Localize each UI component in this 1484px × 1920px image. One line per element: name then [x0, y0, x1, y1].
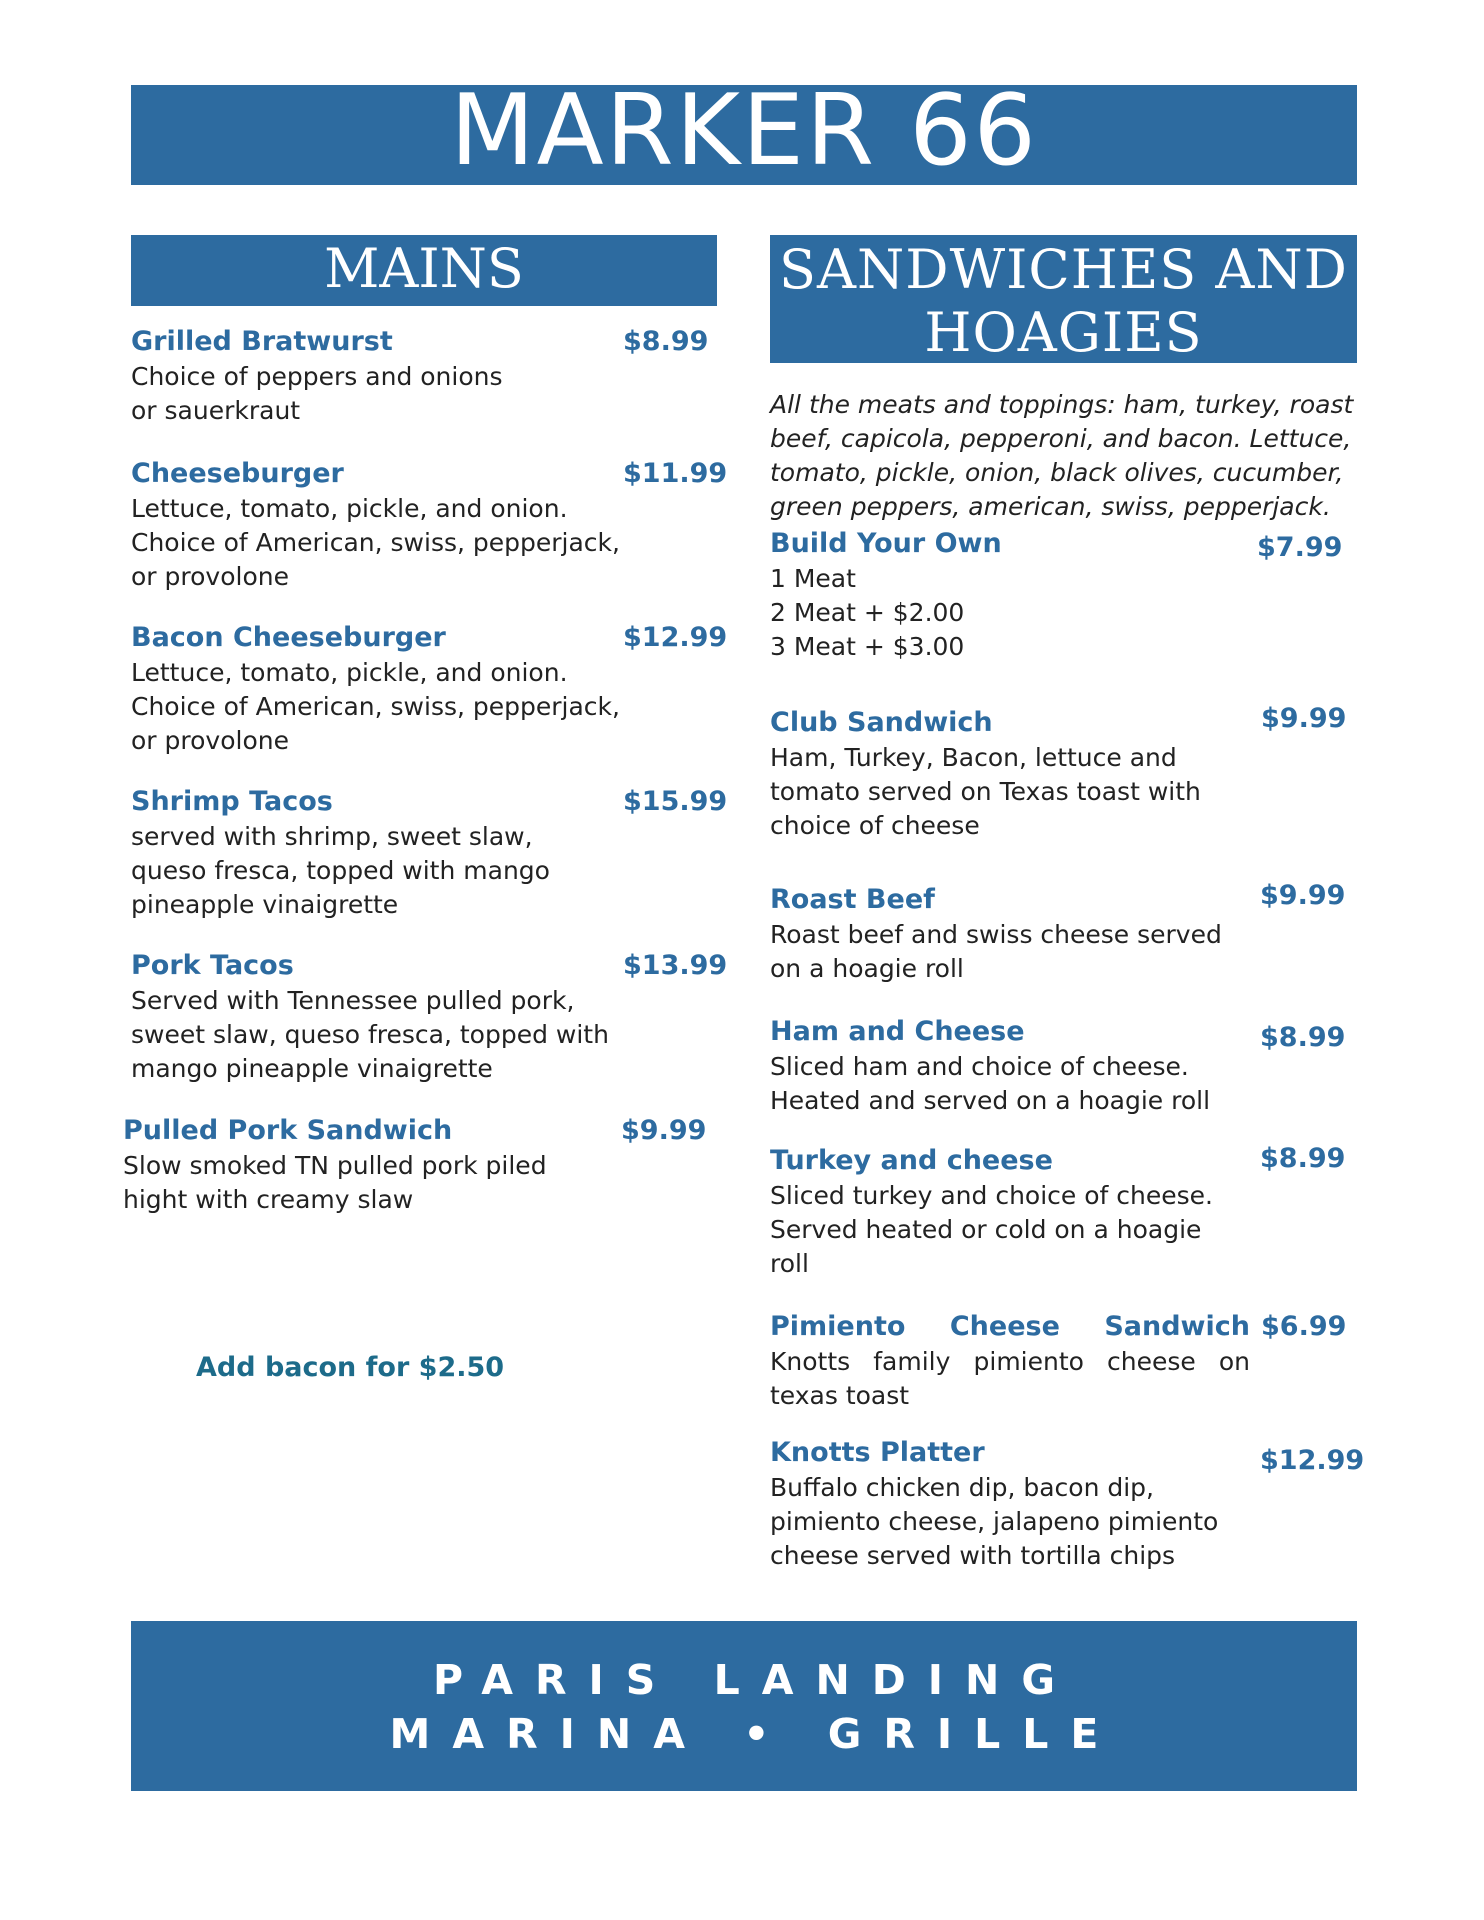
item-description — [770, 1050, 1210, 1118]
description-line: mango pineapple vinaigrette — [131, 1054, 493, 1083]
item-name: Ham and Cheese — [770, 1016, 1025, 1047]
description-word: cheese — [1107, 1347, 1196, 1376]
description-line: tomato served on Texas toast with — [770, 777, 1201, 806]
item-price: $12.99 — [623, 622, 728, 653]
item-name: Cheeseburger — [131, 458, 344, 489]
mains-title: MAINS — [324, 237, 524, 300]
description-line: Slow smoked TN pulled pork piled — [123, 1151, 547, 1180]
menu-item-ham-and-cheese — [770, 1016, 1370, 1116]
item-name: Turkey and cheese — [770, 1145, 1053, 1176]
item-price: $6.99 — [1261, 1311, 1347, 1342]
item-description — [131, 492, 620, 594]
item-price: $15.99 — [623, 786, 728, 817]
description-line: roll — [770, 1249, 809, 1278]
description-line: 1 Meat — [770, 564, 856, 593]
item-name: Pork Tacos — [131, 950, 294, 981]
item-description — [131, 360, 503, 428]
description-line: or provolone — [131, 726, 289, 755]
menu-item-cheeseburger — [131, 458, 731, 591]
item-description — [770, 1471, 1218, 1573]
item-description — [123, 1149, 547, 1217]
description-line: Served with Tennessee pulled pork, — [131, 986, 575, 1015]
menu-item-club-sandwich — [770, 703, 1370, 840]
intro-line: All the meats and toppings: ham, turkey, roast — [770, 390, 1354, 419]
sandwiches-title-line-1: SANDWICHES AND — [779, 238, 1348, 301]
description-line: Buffalo chicken dip, bacon dip, — [770, 1473, 1154, 1502]
item-description — [770, 1179, 1213, 1281]
item-name: Build Your Own — [770, 528, 1002, 559]
description-line: cheese served with tortilla chips — [770, 1541, 1176, 1570]
mains-section-header — [131, 235, 717, 306]
item-price: $13.99 — [623, 950, 728, 981]
item-price: $8.99 — [1260, 1022, 1346, 1053]
description-line: Roast beef and swiss cheese served — [770, 920, 1222, 949]
menu-item-turkey-and-cheese — [770, 1143, 1370, 1278]
description-line: Lettuce, tomato, pickle, and onion. — [131, 494, 568, 523]
item-description — [131, 656, 620, 758]
menu-item-shrimp-tacos — [131, 786, 731, 919]
item-name — [770, 1311, 1250, 1343]
item-price: $8.99 — [1260, 1143, 1346, 1174]
description-line: pimiento cheese, jalapeno pimiento — [770, 1507, 1219, 1536]
footer-line-2: MARINA • GRILLE — [389, 1710, 1121, 1758]
description-word: on — [1218, 1347, 1250, 1376]
menu-item-build-your-own — [770, 528, 1370, 661]
description-line: served with shrimp, sweet slaw, — [131, 822, 533, 851]
description-line: texas toast — [770, 1381, 910, 1410]
item-name: Pulled Pork Sandwich — [123, 1115, 453, 1146]
description-line: on a hoagie roll — [770, 954, 964, 983]
item-name: Shrimp Tacos — [131, 786, 333, 817]
description-line: 3 Meat + $3.00 — [770, 632, 965, 661]
intro-line: green peppers, american, swiss, pepperjack. — [770, 492, 1331, 521]
item-name: Club Sandwich — [770, 707, 993, 738]
item-price: $7.99 — [1257, 532, 1343, 563]
description-line: hight with creamy slaw — [123, 1185, 414, 1214]
menu-item-pork-tacos — [131, 950, 731, 1083]
description-line: or sauerkraut — [131, 396, 301, 425]
description-line: Heated and served on a hoagie roll — [770, 1086, 1211, 1115]
menu-item-knotts-platter — [770, 1437, 1370, 1570]
description-line: Sliced turkey and choice of cheese. — [770, 1181, 1213, 1210]
name-word: Cheese — [949, 1311, 1060, 1342]
description-line — [770, 1345, 1250, 1379]
item-description — [131, 984, 609, 1086]
footer-banner — [131, 1621, 1357, 1791]
item-name: Grilled Bratwurst — [131, 326, 393, 357]
intro-line: beef, capicola, pepperoni, and bacon. Lettuce, — [770, 424, 1352, 453]
description-line: choice of cheese — [770, 811, 980, 840]
description-line: or provolone — [131, 562, 289, 591]
item-price: $12.99 — [1260, 1445, 1365, 1476]
intro-line: tomato, pickle, onion, black olives, cucumber, — [770, 458, 1344, 487]
item-description — [770, 1345, 1250, 1413]
item-description — [131, 820, 550, 922]
item-description — [770, 918, 1222, 986]
description-line: Choice of American, swiss, pepperjack, — [131, 692, 620, 721]
description-line: sweet slaw, queso fresca, topped with — [131, 1020, 609, 1049]
description-line: pineapple vinaigrette — [131, 890, 399, 919]
description-word: pimiento — [973, 1347, 1084, 1376]
item-name: Bacon Cheeseburger — [131, 622, 446, 653]
item-price: $9.99 — [1260, 880, 1346, 911]
item-description — [770, 562, 964, 664]
description-word: family — [873, 1347, 951, 1376]
description-line: Ham, Turkey, Bacon, lettuce and — [770, 743, 1177, 772]
menu-item-roast-beef — [770, 880, 1370, 984]
item-price: $9.99 — [1261, 703, 1347, 734]
description-line: queso fresca, topped with mango — [131, 856, 550, 885]
item-price: $9.99 — [621, 1115, 707, 1146]
sandwiches-intro — [770, 388, 1370, 524]
description-line: Lettuce, tomato, pickle, and onion. — [131, 658, 568, 687]
description-word: Knotts — [770, 1347, 851, 1376]
sandwiches-section-header — [770, 235, 1357, 363]
menu-item-pimiento-cheese-sandwich — [770, 1311, 1370, 1411]
item-name: Roast Beef — [770, 884, 935, 915]
add-bacon-note: Add bacon for $2.50 — [196, 1352, 505, 1383]
menu-item-bacon-cheeseburger — [131, 622, 731, 755]
item-price: $8.99 — [623, 326, 709, 357]
title-banner — [131, 74, 1357, 188]
menu-item-grilled-bratwurst — [131, 326, 731, 426]
item-price: $11.99 — [623, 458, 728, 489]
footer-line-1: PARIS LANDING — [432, 1656, 1078, 1704]
sandwiches-title-line-2: HOAGIES — [924, 301, 1203, 364]
name-word: Sandwich — [1104, 1311, 1250, 1342]
item-name: Knotts Platter — [770, 1437, 985, 1468]
description-line: Choice of peppers and onions — [131, 362, 503, 391]
name-word: Pimiento — [770, 1311, 906, 1342]
restaurant-title: MARKER 66 — [450, 74, 1038, 188]
description-line: Served heated or cold on a hoagie — [770, 1215, 1202, 1244]
description-line: 2 Meat + $2.00 — [770, 598, 965, 627]
item-description — [770, 741, 1201, 843]
description-line: Choice of American, swiss, pepperjack, — [131, 528, 620, 557]
description-line: Sliced ham and choice of cheese. — [770, 1052, 1189, 1081]
menu-item-pulled-pork-sandwich — [123, 1115, 723, 1215]
